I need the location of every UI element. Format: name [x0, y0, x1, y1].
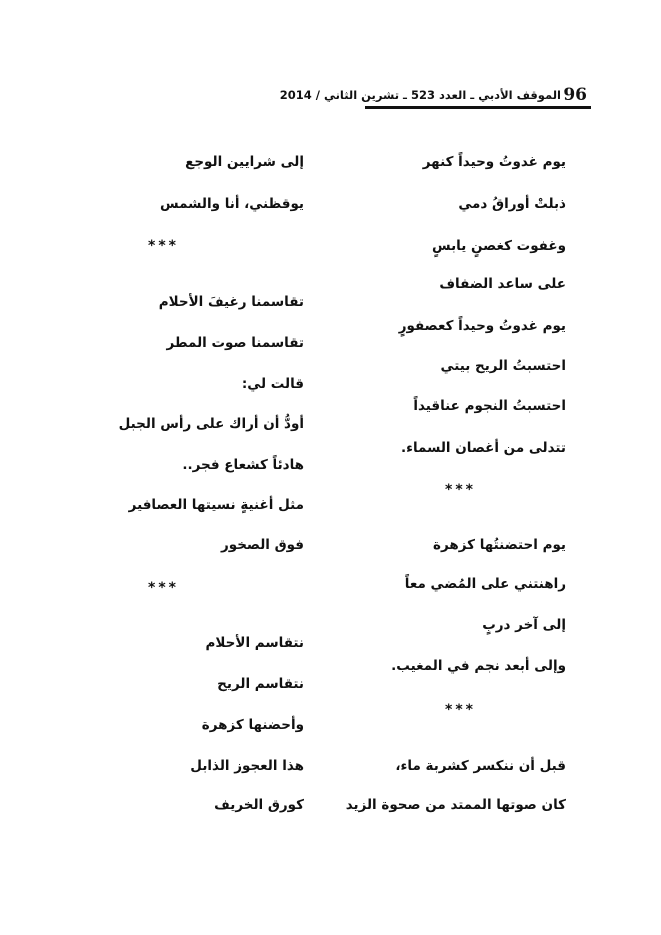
poem-line: قالت لي: — [241, 376, 304, 392]
poem-line: راهنتني على المُضي معاً — [404, 576, 566, 592]
poem-line: تقاسمنا صوت المطر — [166, 335, 304, 351]
poem-line: احتسبتُ النجوم عناقيداً — [413, 398, 566, 414]
poem-line: هادئاً كشعاع فجر.. — [182, 457, 304, 473]
header-rule — [365, 106, 591, 109]
poem-line: كان صوتها الممتد من صحوة الزيد — [345, 797, 566, 813]
section-separator: *** — [445, 482, 476, 498]
section-separator: *** — [148, 580, 179, 596]
poem-line: وأحضنها كزهرة — [201, 717, 304, 733]
poem-line: تقاسمنا رغيفَ الأحلام — [158, 294, 304, 310]
poem-line: يوم غدوتُ وحيداً كعصفورٍ — [398, 318, 566, 334]
poem-line: هذا العجوز الذابل — [190, 758, 304, 774]
section-separator: *** — [445, 702, 476, 718]
poem-line: ذبلتْ أوراقُ دمي — [458, 196, 566, 212]
section-separator: *** — [148, 238, 179, 254]
poem-line: نتقاسم الأحلام — [205, 635, 304, 651]
poem-line: نتقاسم الريح — [217, 676, 304, 692]
poem-line: تتدلى من أغصان السماء. — [400, 440, 566, 456]
poem-line: وإلى أبعد نجم في المغيب. — [391, 658, 566, 674]
running-head: الموقف الأدبي ـ العدد 523 ـ تشرين الثاني / 2014 — [279, 88, 561, 102]
poem-line: إلى شرايين الوجع — [185, 154, 304, 170]
poem-line: على ساعد الضفاف — [439, 276, 566, 292]
poem-line: فوق الصخور — [220, 537, 304, 553]
poem-line: يوم احتضنتُها كزهرة — [433, 537, 566, 553]
poem-line: كورق الخريف — [214, 797, 304, 813]
poem-line: يوم غدوتُ وحيداً كنهر — [422, 154, 566, 170]
page-number: 96 — [563, 85, 587, 105]
poem-line: أودُّ أن أراك على رأس الجبل — [118, 416, 304, 432]
poem-line: احتسبتُ الريح بيتي — [440, 358, 566, 374]
page-header — [279, 84, 591, 108]
poem-line: مثل أغنيةٍ نسيتها العصافير — [128, 497, 304, 513]
poem-line: وغفوت كغصنٍ يابسٍ — [432, 238, 566, 254]
poem-line: قبل أن ننكسر كشربة ماء، — [395, 758, 566, 774]
poem-line: يوقظني، أنا والشمس — [160, 196, 304, 212]
poem-line: إلى آخر دربٍ — [482, 617, 566, 633]
